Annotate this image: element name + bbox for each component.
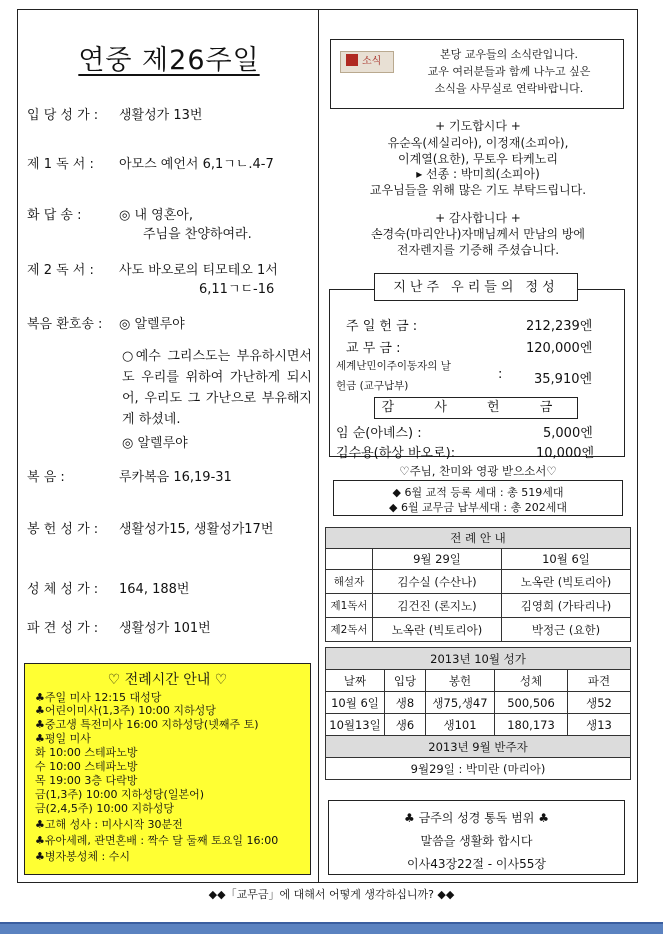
liturgy-schedule-table [325,527,631,642]
special-offering-label: 헌금 (교구납부) [336,380,409,392]
offering-heading: 지난주 우리들의 정성 [374,273,578,301]
bible-range: 이사43장22절 - 이사55장 [407,857,546,871]
schedule-corner [326,549,373,570]
stats-heading: 2013년 10월 성가 [326,648,631,670]
communion-hymn-row: 성 체 성 가 : 164, 188번 [27,582,190,597]
schedule-date: 10월 6일 [502,549,631,570]
mass-times-box [24,663,311,875]
schedule-role: 해설자 [326,570,373,594]
thanks-heading: + 감사합니다 + [435,211,521,225]
footer-question: ◆◆「교무금」에 대해서 어떻게 생각하십니까? ◆◆ [208,888,455,901]
column-divider [318,9,319,883]
registration-line: ◆ 6월 교적 등록 세대 : 총 519세대 [392,486,564,499]
offering-label: 주 일 헌 금 : [346,319,418,334]
parish-news-box [330,39,624,109]
accompanist-heading: 2013년 9월 반주자 [326,736,631,758]
schedule-heading: 전 례 안 내 [326,528,631,549]
schedule-date: 9월 29일 [373,549,502,570]
prayer-heading: + 기도합시다 + [435,119,521,133]
schedule-cell: 김영희 (가타리나) [502,594,631,618]
recessional-hymn-row: 파 견 성 가 : 생활성가 101번 [27,621,211,636]
stats-cell: 생6 [385,714,426,736]
stats-cell: 생13 [568,714,631,736]
offering-label: 교 무 금 : [346,341,401,356]
schedule-cell: 박정근 (요한) [502,618,631,642]
schedule-cell: 김건진 (론지노) [373,594,502,618]
news-text: 본당 교우들의 소식란입니다. 교우 여러분들과 함께 나누고 싶은 소식을 사무실로 연락바랍니다. [427,48,591,95]
psalm-row: 화 답 송 : ◎ 내 영혼아, [27,208,193,223]
offertory-hymn-row: 봉 헌 성 가 : 생활성가15, 생활성가17번 [27,522,274,537]
thanks-offering-label: 김수용(하상 바오로): [336,446,456,461]
stats-cell: 10월 6일 [326,692,385,714]
mass-time-row: ♣고해 성사 : 미사시작 30분전 [35,818,183,831]
stats-cell: 180,173 [495,714,568,736]
thanks-offering-heading: 감 사 헌 금 [374,397,578,419]
thanks-line: 전자렌지를 기증해 주셨습니다. [396,243,560,257]
special-offering-amount: 35,910엔 [534,372,593,387]
stats-cell: 생101 [426,714,495,736]
stats-cell: 500,506 [495,692,568,714]
stats-cell: 생8 [385,692,426,714]
stats-column-header: 봉헌 [426,670,495,692]
prayer-line: 이계열(요한), 무토우 타케노리 [398,152,558,166]
mass-time-row: 목 19:00 3층 다락방 [35,774,138,787]
second-reading-continuation: 6,11ㄱㄷ-16 [199,282,275,297]
stats-column-header: 파견 [568,670,631,692]
thanks-line: 손경숙(마리안나)자매님께서 만남의 방에 [370,227,586,241]
psalm-continuation: 주님을 찬양하여라. [143,227,252,242]
schedule-cell: 김수실 (수산나) [373,570,502,594]
schedule-cell: 노옥란 (빅토리아) [502,570,631,594]
thanks-offering-amount: 5,000엔 [543,426,593,441]
registration-box [333,480,623,516]
bible-title: ♣ 금주의 성경 통독 범위 ♣ [404,811,549,825]
schedule-role: 제2독서 [326,618,373,642]
special-offering-colon: : [498,367,503,382]
bottom-bar [0,922,663,934]
mass-time-row: ♣병자봉성체 : 수시 [35,850,130,863]
hymn-stats-table [325,647,631,780]
mass-time-row: ♣평일 미사 [35,732,91,745]
schedule-cell: 노옥란 (빅토리아) [373,618,502,642]
blessing-line: ♡주님, 찬미와 영광 받으소서♡ [399,464,557,478]
mass-time-row: 금(2,4,5주) 10:00 지하성당 [35,802,175,815]
thanks-offering-amount: 10,000엔 [536,446,595,461]
prayer-line: 유순옥(세실리아), 이정재(소피아), [387,136,569,150]
entrance-hymn-row: 입 당 성 가 : 생활성가 13번 [27,108,203,123]
stats-cell: 생52 [568,692,631,714]
mass-time-row: ♣어린이미사(1,3주) 10:00 지하성당 [35,704,216,717]
gospel-alleluia: ◎ 알렐루야 [122,436,188,451]
thanks-offering-label: 임 순(아녜스) : [336,426,422,441]
offering-amount: 212,239엔 [526,319,593,334]
special-offering-label: 세계난민이주이동자의 날 [336,360,451,372]
prayer-line: ▸ 선종 : 박미희(소피아) [416,167,540,181]
mass-time-row: 금(1,3주) 10:00 지하성당(일본어) [35,788,204,801]
stats-column-header: 입당 [385,670,426,692]
stats-column-header: 성체 [495,670,568,692]
stats-column-header: 날짜 [326,670,385,692]
prayer-line: 교우님들을 위해 많은 기도 부탁드립니다. [369,183,587,197]
mass-times-heading: ♡ 전례시간 안내 ♡ [107,672,228,688]
news-logo-icon [346,54,358,66]
stats-cell: 10월13일 [326,714,385,736]
bible-reading-box [328,800,625,875]
mass-time-row: ♣중고생 특전미사 16:00 지하성당(넷째주 토) [35,718,259,731]
mass-time-row: ♣주일 미사 12:15 대성당 [35,691,162,704]
mass-time-row: 화 10:00 스테파노방 [35,746,138,759]
gospel-acclamation-row: 복음 환호송 : ◎ 알렐루야 [27,317,185,332]
news-logo: 소식 [340,51,394,73]
gospel-row: 복 음 : 루카복음 16,19-31 [27,470,232,485]
mass-time-row: ♣유아세례, 관면혼배 : 짝수 달 둘째 토요일 16:00 [35,834,279,847]
accompanist-row: 9월29일 : 박미란 (마리아) [326,758,631,780]
bible-slogan: 말씀을 생활화 합시다 [420,834,533,848]
registration-line: ◆ 6월 교무금 납부세대 : 총 202세대 [388,501,568,514]
gospel-verse: ○예수 그리스도는 부유하시면서도 우리를 위하여 가난하게 되시어, 우리도 그 가난으로 부유해지게 하셨네. [122,349,312,427]
mass-time-row: 수 10:00 스테파노방 [35,760,138,773]
stats-cell: 생75,생47 [426,692,495,714]
first-reading-row: 제 1 독 서 : 아모스 예언서 6,1ㄱㄴ.4-7 [27,157,274,172]
schedule-role: 제1독서 [326,594,373,618]
second-reading-row: 제 2 독 서 : 사도 바오로의 티모테오 1서 [27,263,278,278]
bulletin-title: 연중 제26주일 [78,45,260,76]
offering-amount: 120,000엔 [526,341,593,356]
